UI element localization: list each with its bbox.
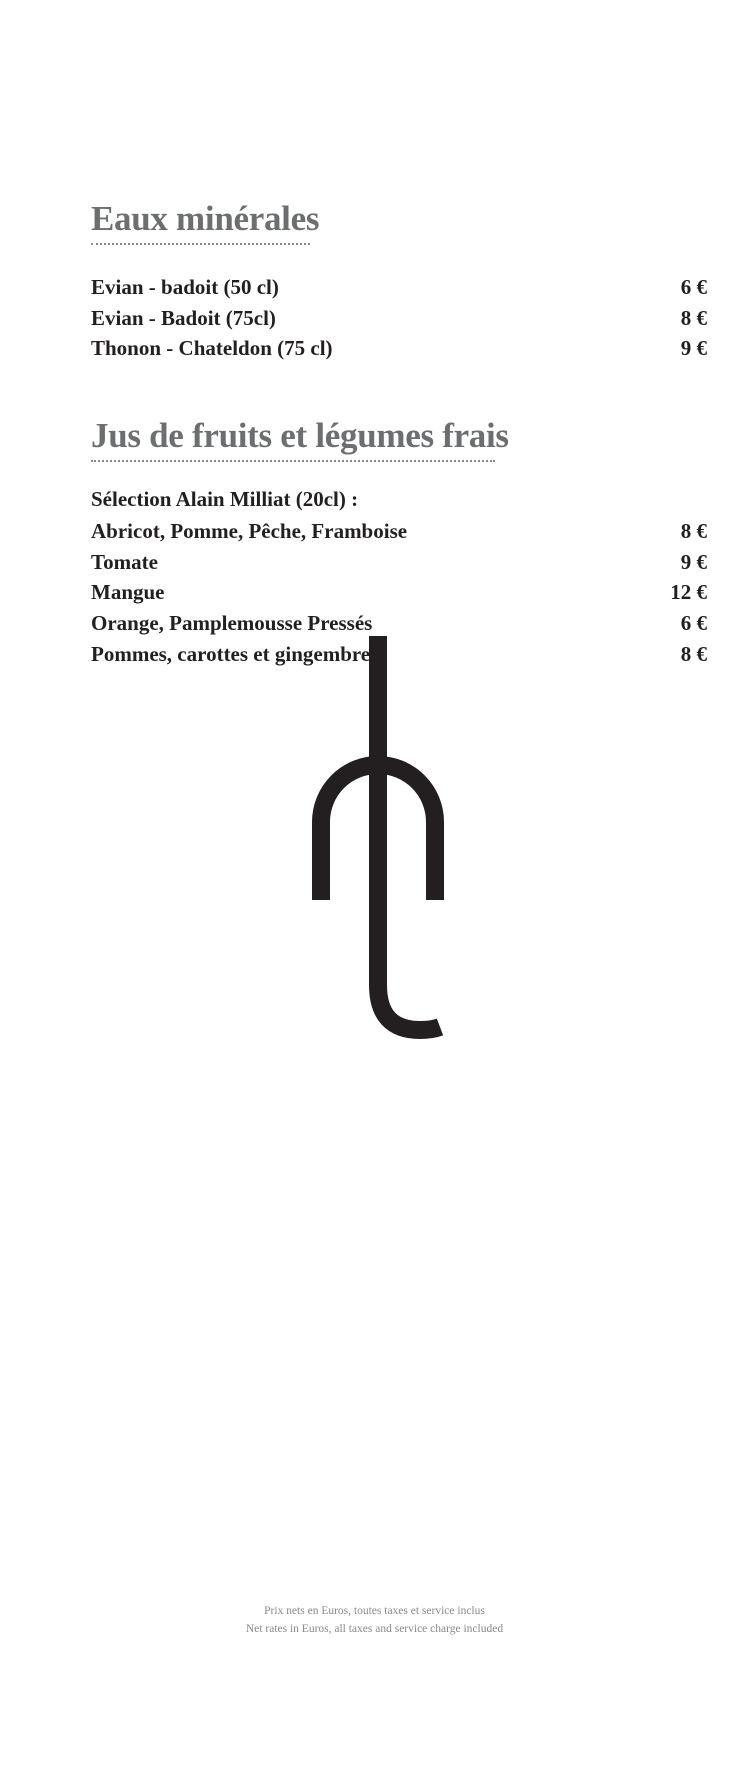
item-price: 6 € <box>680 610 707 635</box>
item-price: 6 € <box>680 274 707 299</box>
item-price: 9 € <box>680 335 707 360</box>
item-name: Abricot, Pomme, Pêche, Framboise <box>91 518 408 543</box>
item-price: 8 € <box>680 518 707 543</box>
item-price: 12 € <box>670 579 707 604</box>
item-name: Orange, Pamplemousse Pressés <box>91 610 373 635</box>
item-price: 8 € <box>680 641 707 666</box>
item-price: 9 € <box>680 549 707 574</box>
section-title-juices: Jus de fruits et légumes frais <box>91 416 509 455</box>
section-title-mineral-waters: Eaux minérales <box>91 199 320 238</box>
item-name: Thonon - Chateldon (75 cl) <box>91 335 333 360</box>
subtitle-text: Sélection Alain Milliat (20cl) : <box>91 486 359 511</box>
footer-note-en: Net rates in Euros, all taxes and service charge included <box>245 1623 504 1635</box>
item-name: Evian - Badoit (75cl) <box>91 305 276 330</box>
item-price: 8 € <box>680 305 707 330</box>
footer-note-fr: Prix nets en Euros, toutes taxes et service inclus <box>264 1605 485 1617</box>
item-name: Mangue <box>91 579 165 604</box>
item-name: Evian - badoit (50 cl) <box>91 274 279 299</box>
item-name: Pommes, carottes et gingembre <box>91 641 371 666</box>
item-name: Tomate <box>91 549 158 574</box>
